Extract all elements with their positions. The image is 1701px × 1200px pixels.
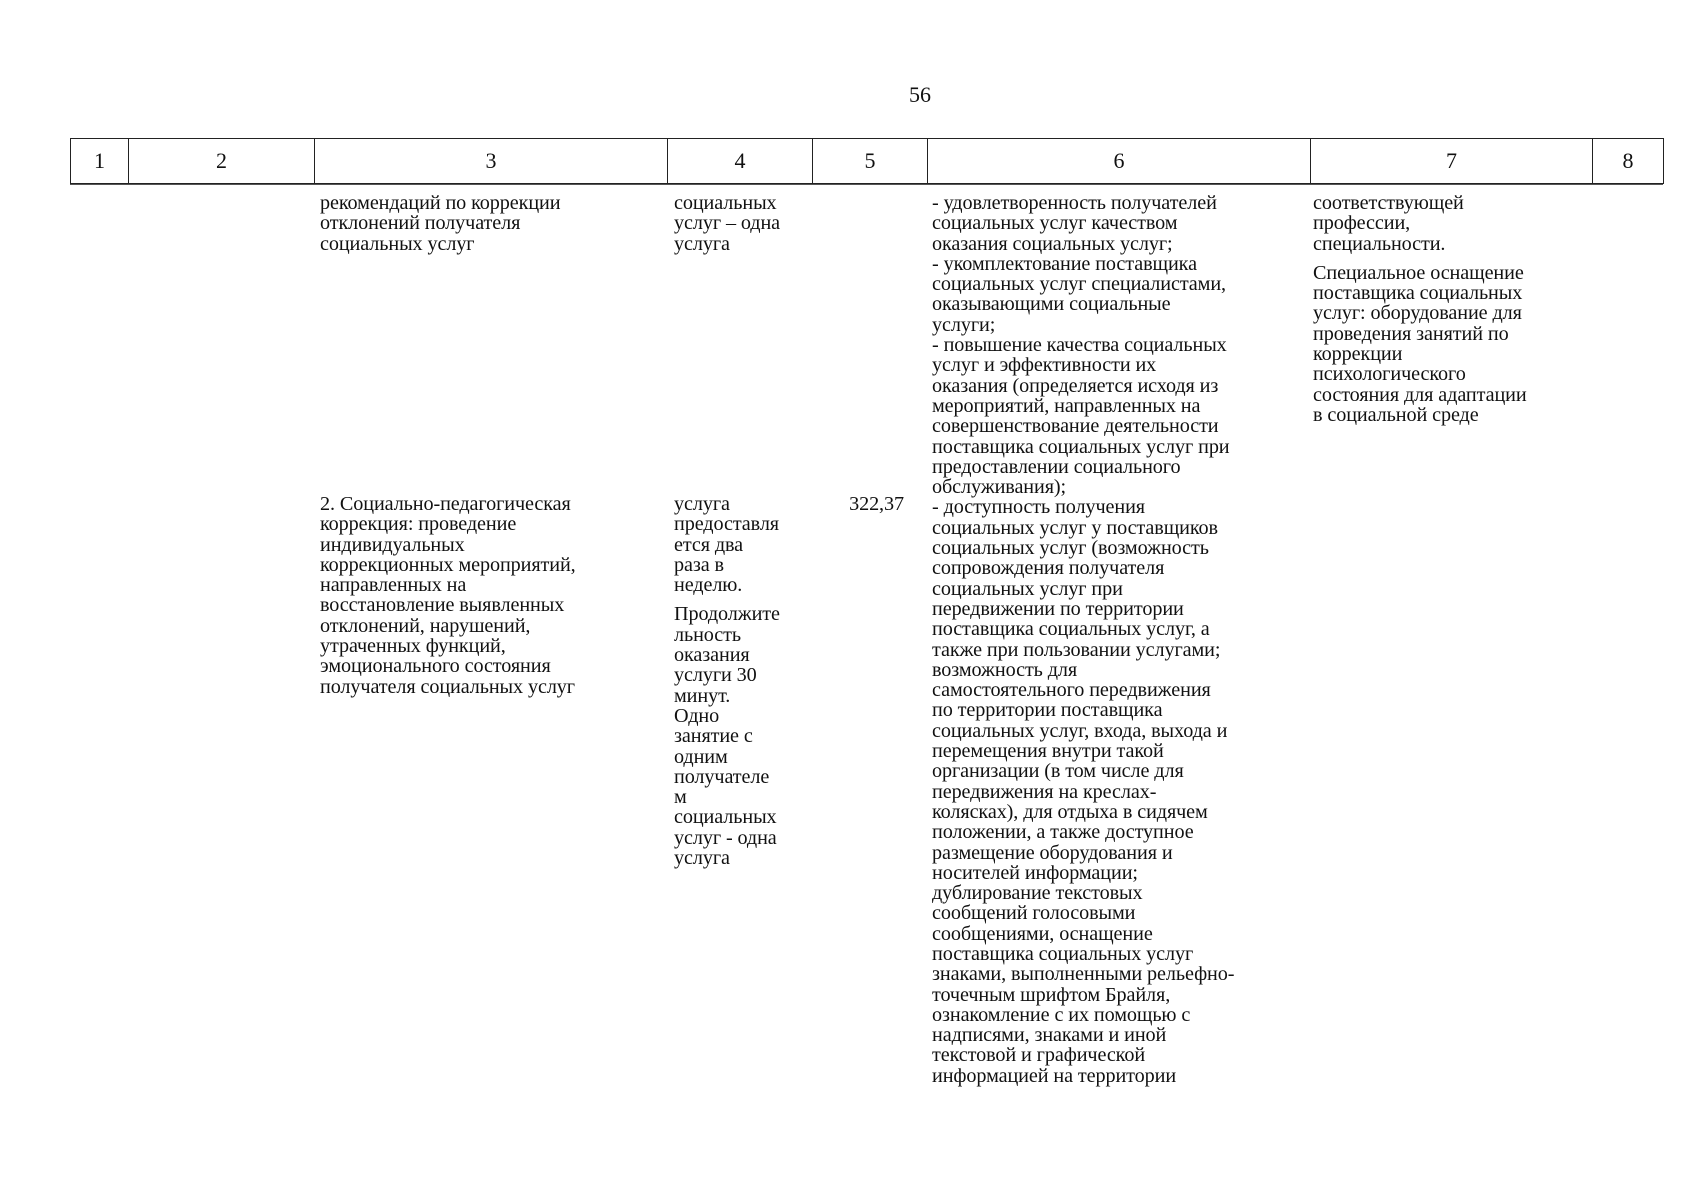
column-header-3: 3 [315,139,668,184]
provision-conditions [1313,193,1595,425]
column-header-4: 4 [668,139,813,184]
column-header-7: 7 [1311,139,1593,184]
row-b-service-description [320,494,660,697]
row-b-frequency-paragraph: услуга предоставля ется два раза в неделю. [674,493,779,597]
table-body-top-rule [70,184,1663,185]
column-header-1: 1 [71,139,129,184]
row-a-service-description [320,193,660,254]
row-b-service-description-text: 2. Социально-педагогическая коррекция: проведение индивидуальных коррекционных мероприятий, направленных на восстановление выявленных отклонений, нарушений, утраченных функций, эмоционального состояния получателя социальных услуг [320,493,576,698]
column-header-2: 2 [129,139,315,184]
column-header-8: 8 [1593,139,1664,184]
service-quality-indicators-text: - удовлетворенность получателей социальных услуг качеством оказания социальных услуг; - укомплектование поставщика социальных услуг специалистами, оказывающими социальные услуги; - повышение качества социальных услуг и эффективности их оказания (определяется исходя из мероприятий, направленных на совершенствование деятельности поставщика социальных услуг при предоставлении социального обслуживания); - доступность получения социальных услуг у поставщиков социальных услуг (возможность сопровождения получателя социальных услуг при передвижении по территории поставщика социальных услуг, а также при пользовании услугами; возможность для самостоятельного передвижения по территории поставщика социальных услуг, входа, выхода и перемещения внутри такой организации (в том числе для передвижения на креслах- колясках), для отдыха в сидячем положении, а также доступное размещение оборудования и носителей информации; дублирование текстовых сообщений голосовыми сообщениями, оснащение поставщика социальных услуг знаками, выполненными рельефно- точечным шрифтом Брайля, ознакомление с их помощью с надписями, знаками и иной текстовой и графической информацией на территории [932,192,1235,1087]
row-a-service-description-text: рекомендаций по коррекции отклонений получателя социальных услуг [320,192,561,255]
service-quality-indicators [932,193,1314,1086]
row-a-service-scope [674,193,814,254]
column-header-5: 5 [813,139,928,184]
row-a-service-scope-text: социальных услуг – одна услуга [674,192,781,255]
provision-conditions-paragraph-2: Специальное оснащение поставщика социальных услуг: оборудование для проведения занятий по коррекции психологического состояния для адаптации в социальной среде [1313,261,1527,426]
page-number: 56 [909,82,931,107]
row-b-duration-paragraph: Продолжите льность оказания услуги 30 минут. Одно занятие с одним получателе м социальных услуг - одна услуга [674,603,780,870]
column-number-header [70,138,1664,184]
row-b-tariff-value [814,494,904,514]
column-header-6: 6 [928,139,1311,184]
row-b-service-frequency [674,494,814,868]
row-b-tariff-value-text: 322,37 [849,493,904,515]
provision-conditions-paragraph-1: соответствующей профессии, специальности. [1313,192,1464,255]
